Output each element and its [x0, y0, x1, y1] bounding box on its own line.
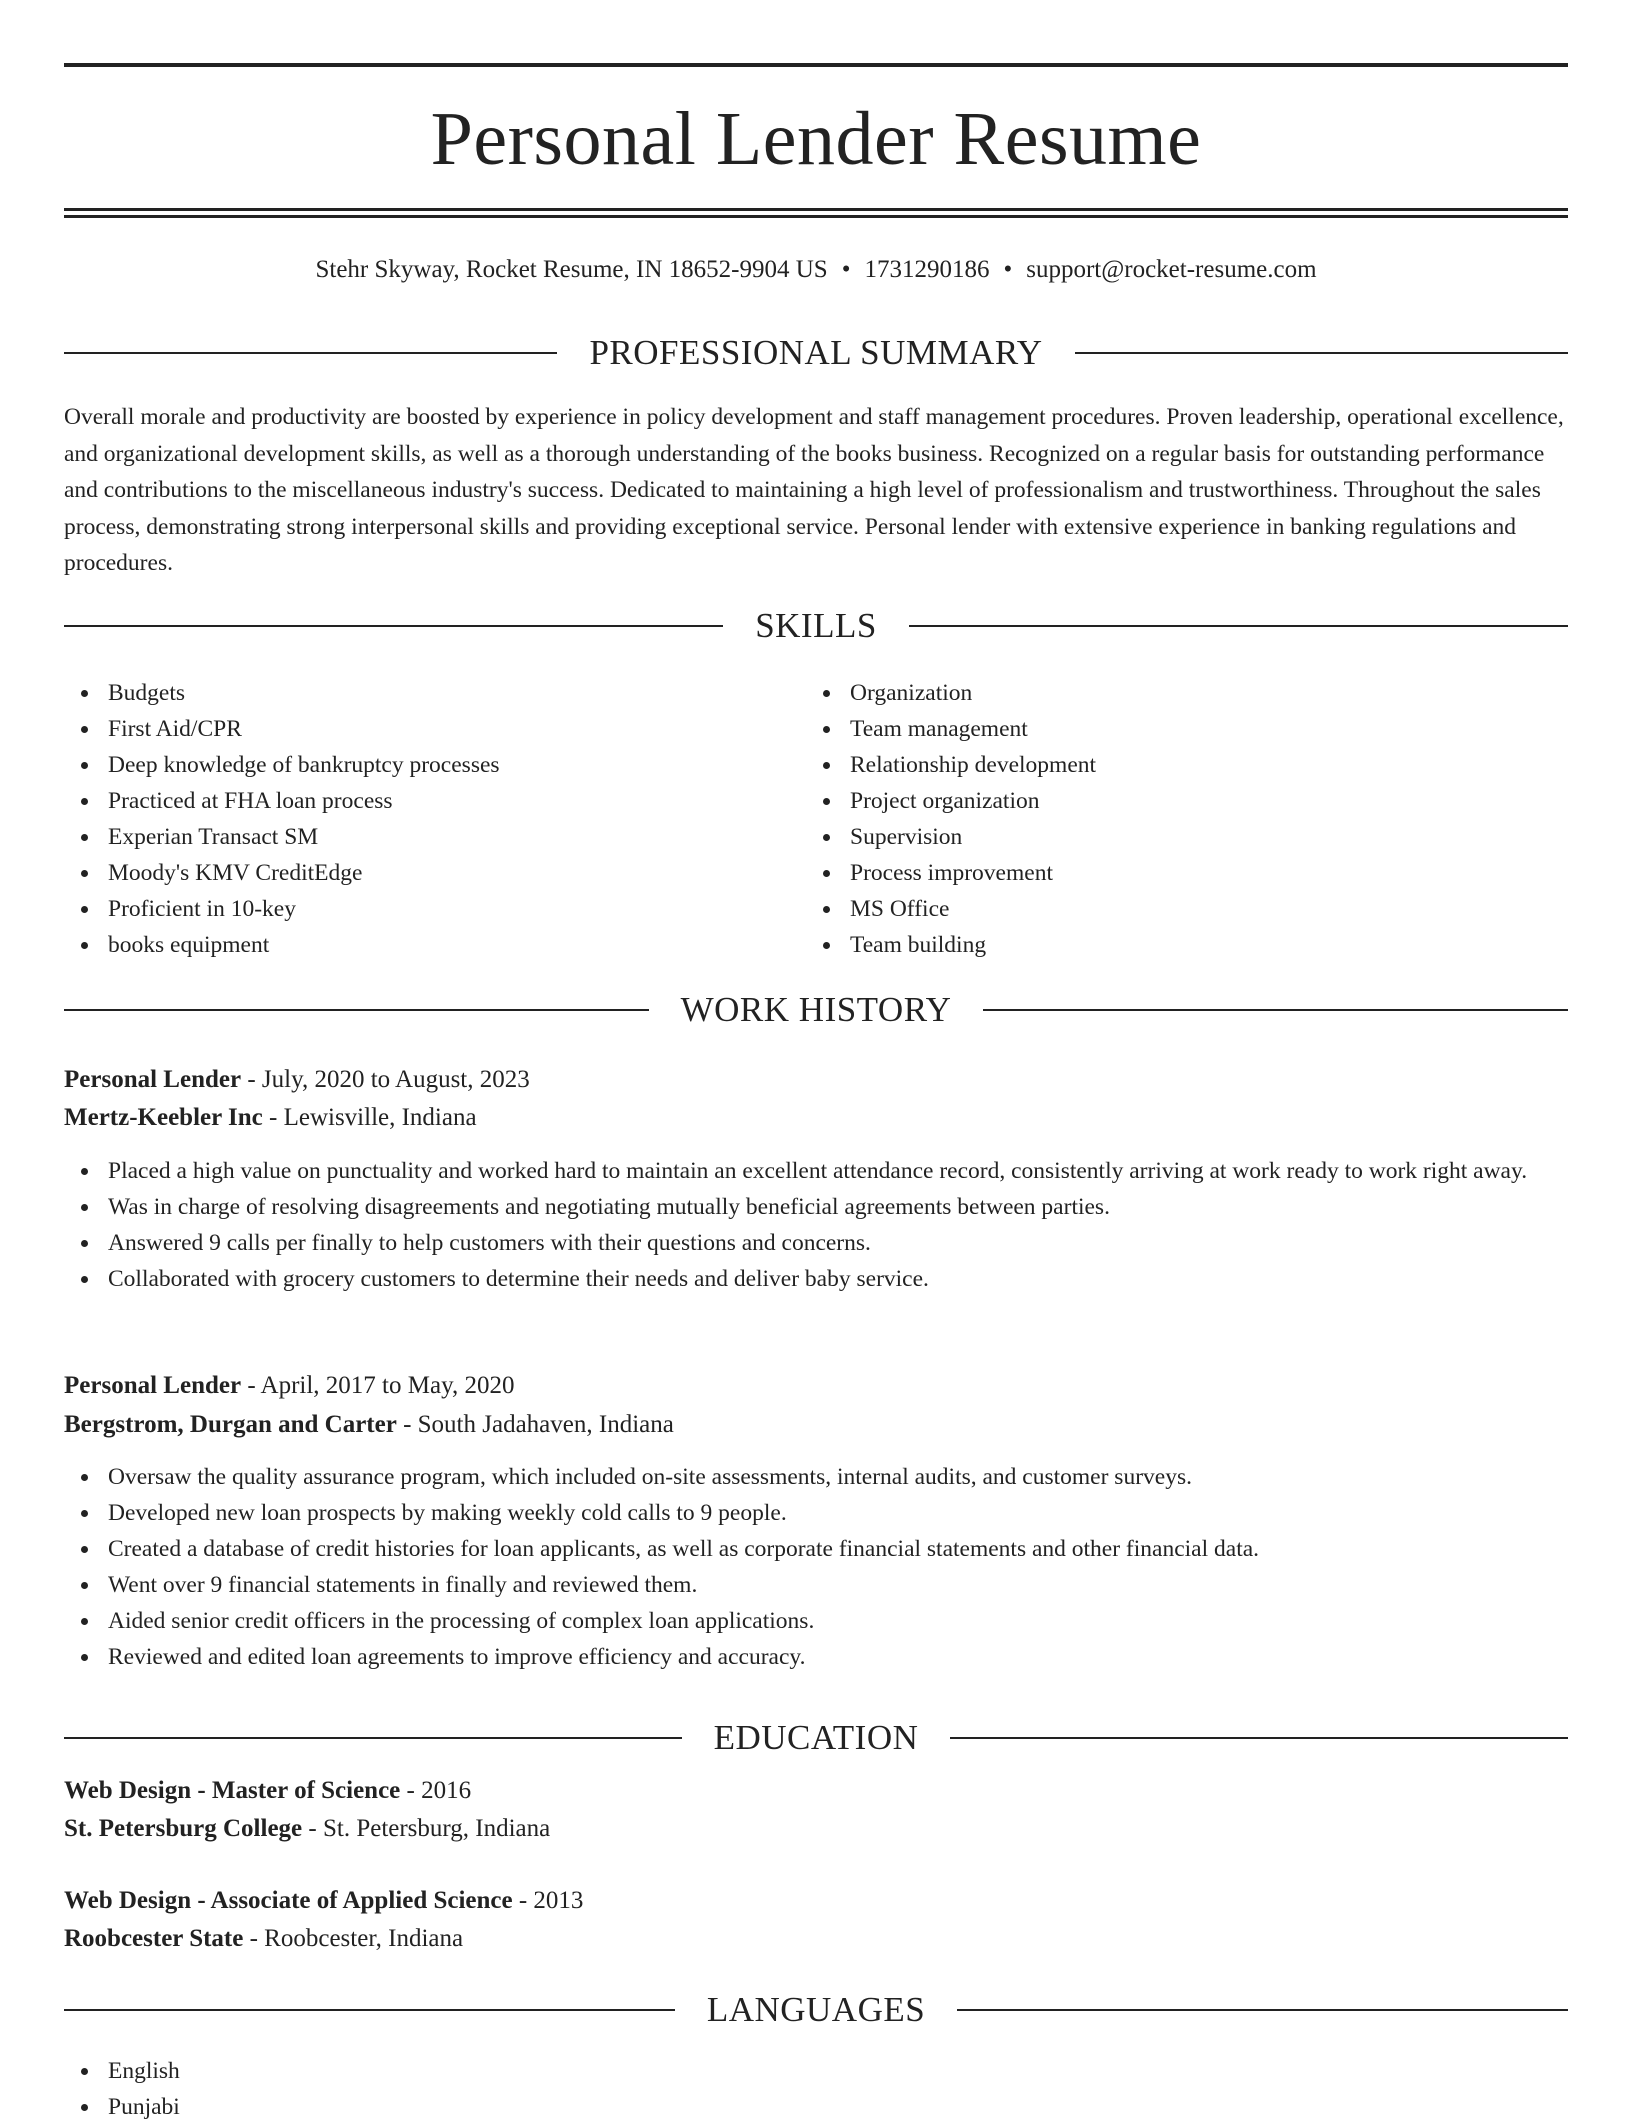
heading-rule [983, 1009, 1568, 1011]
skill-item: Budgets [64, 675, 804, 711]
section-title: WORK HISTORY [680, 990, 952, 1029]
heading-rule [957, 2009, 1568, 2011]
skill-item: Relationship development [806, 747, 1546, 783]
heading-rule [950, 1737, 1568, 1739]
job-title-line [64, 1061, 1568, 1099]
education-degree: Web Design - Associate of Applied Science [64, 1887, 513, 1914]
section-title: SKILLS [755, 606, 877, 645]
top-rule [64, 63, 1568, 67]
skill-item: books equipment [64, 927, 804, 963]
job-bullet: Went over 9 financial statements in finally and reviewed them. [64, 1567, 1568, 1603]
contact-line [64, 252, 1568, 288]
education-location: - Roobcester, Indiana [243, 1925, 464, 1952]
job-dates: - July, 2020 to August, 2023 [241, 1066, 530, 1093]
skill-item: Process improvement [806, 855, 1546, 891]
skill-item: Supervision [806, 819, 1546, 855]
education-degree-line [64, 1772, 1568, 1810]
job-bullet: Reviewed and edited loan agreements to improve efficiency and accuracy. [64, 1639, 1568, 1675]
job-bullet: Placed a high value on punctuality and worked hard to maintain an excellent attendance record, consistently arriving at work ready to work right away. [64, 1153, 1568, 1189]
skill-item: Moody's KMV CreditEdge [64, 855, 804, 891]
heading-rule [64, 2009, 675, 2011]
job-company: Bergstrom, Durgan and Carter [64, 1411, 397, 1438]
education-degree-line [64, 1882, 1568, 1920]
education-year: - 2013 [512, 1887, 584, 1914]
skill-item: Proficient in 10-key [64, 891, 804, 927]
job-location: - South Jadahaven, Indiana [396, 1411, 674, 1438]
job-bullet: Aided senior credit officers in the processing of complex loan applications. [64, 1603, 1568, 1639]
education-year: - 2016 [400, 1777, 472, 1804]
heading-rule [909, 625, 1568, 627]
contact-phone: 1731290186 [864, 256, 990, 283]
skill-item: Team management [806, 711, 1546, 747]
heading-rule [64, 1737, 682, 1739]
section-heading-languages [64, 1988, 1568, 2032]
language-item: English [64, 2053, 1568, 2089]
skills-list-left [64, 675, 804, 963]
job-location: - Lewisville, Indiana [262, 1104, 477, 1131]
skill-item: Practiced at FHA loan process [64, 783, 804, 819]
section-title: PROFESSIONAL SUMMARY [589, 333, 1043, 372]
section-heading-summary [64, 331, 1568, 375]
education-location: - St. Petersburg, Indiana [302, 1815, 551, 1842]
job-dates: - April, 2017 to May, 2020 [241, 1372, 515, 1399]
skill-item: Team building [806, 927, 1546, 963]
job-title: Personal Lender [64, 1372, 242, 1399]
contact-separator: • [1003, 256, 1013, 283]
section-heading-work-history [64, 988, 1568, 1032]
skill-item: MS Office [806, 891, 1546, 927]
section-heading-education [64, 1716, 1568, 1760]
contact-address: Stehr Skyway, Rocket Resume, IN 18652-9904 US [315, 256, 828, 283]
skill-item: Experian Transact SM [64, 819, 804, 855]
job-bullet: Oversaw the quality assurance program, which included on-site assessments, internal audits, and customer surveys. [64, 1459, 1568, 1495]
job-title-line [64, 1367, 1568, 1405]
skill-item: Organization [806, 675, 1546, 711]
education-school-line [64, 1920, 1568, 1958]
languages-list [64, 2053, 1568, 2125]
heading-rule [1075, 352, 1568, 354]
education-school: St. Petersburg College [64, 1815, 303, 1842]
job-bullet: Developed new loan prospects by making weekly cold calls to 9 people. [64, 1495, 1568, 1531]
job-title: Personal Lender [64, 1066, 242, 1093]
job-company-line [64, 1099, 1568, 1137]
contact-separator: • [841, 256, 851, 283]
job-company-line [64, 1406, 1568, 1444]
job-bullet: Was in charge of resolving disagreements and negotiating mutually beneficial agreements between parties. [64, 1189, 1568, 1225]
heading-rule [64, 1009, 649, 1011]
section-title: EDUCATION [713, 1718, 919, 1757]
contact-email: support@rocket-resume.com [1026, 256, 1317, 283]
job-bullet: Answered 9 calls per finally to help customers with their questions and concerns. [64, 1225, 1568, 1261]
skills-list-right [806, 675, 1546, 963]
title-double-rule [64, 208, 1568, 218]
skill-item: Project organization [806, 783, 1546, 819]
skill-item: Deep knowledge of bankruptcy processes [64, 747, 804, 783]
education-school: Roobcester State [64, 1925, 244, 1952]
summary-paragraph: Overall morale and productivity are boosted by experience in policy development and staff management procedures. Proven leadership, operational excellence, and organizational development skills, as well as a thorough understanding of the books business. Recognized on a regular basis for outstanding performance and contributions to the miscellaneous industry's success. Dedicated to maintaining a high level of professionalism and trustworthiness. Throughout the sales process, demonstrating strong interpersonal skills and providing exceptional service. Personal lender with extensive experience in banking regulations and procedures. [64, 404, 1564, 576]
resume-title: Personal Lender Resume [430, 97, 1202, 181]
heading-rule [64, 352, 557, 354]
job-bullet-list [64, 1153, 1568, 1297]
job-bullet: Created a database of credit histories for loan applicants, as well as corporate financial statements and other financial data. [64, 1531, 1568, 1567]
section-heading-skills [64, 604, 1568, 648]
job-bullet: Collaborated with grocery customers to determine their needs and deliver baby service. [64, 1261, 1568, 1297]
job-bullet-list [64, 1459, 1568, 1675]
skill-item: First Aid/CPR [64, 711, 804, 747]
job-company: Mertz-Keebler Inc [64, 1104, 263, 1131]
section-title: LANGUAGES [706, 1990, 926, 2029]
education-school-line [64, 1810, 1568, 1848]
heading-rule [64, 625, 723, 627]
education-degree: Web Design - Master of Science [64, 1777, 401, 1804]
language-item: Punjabi [64, 2089, 1568, 2125]
